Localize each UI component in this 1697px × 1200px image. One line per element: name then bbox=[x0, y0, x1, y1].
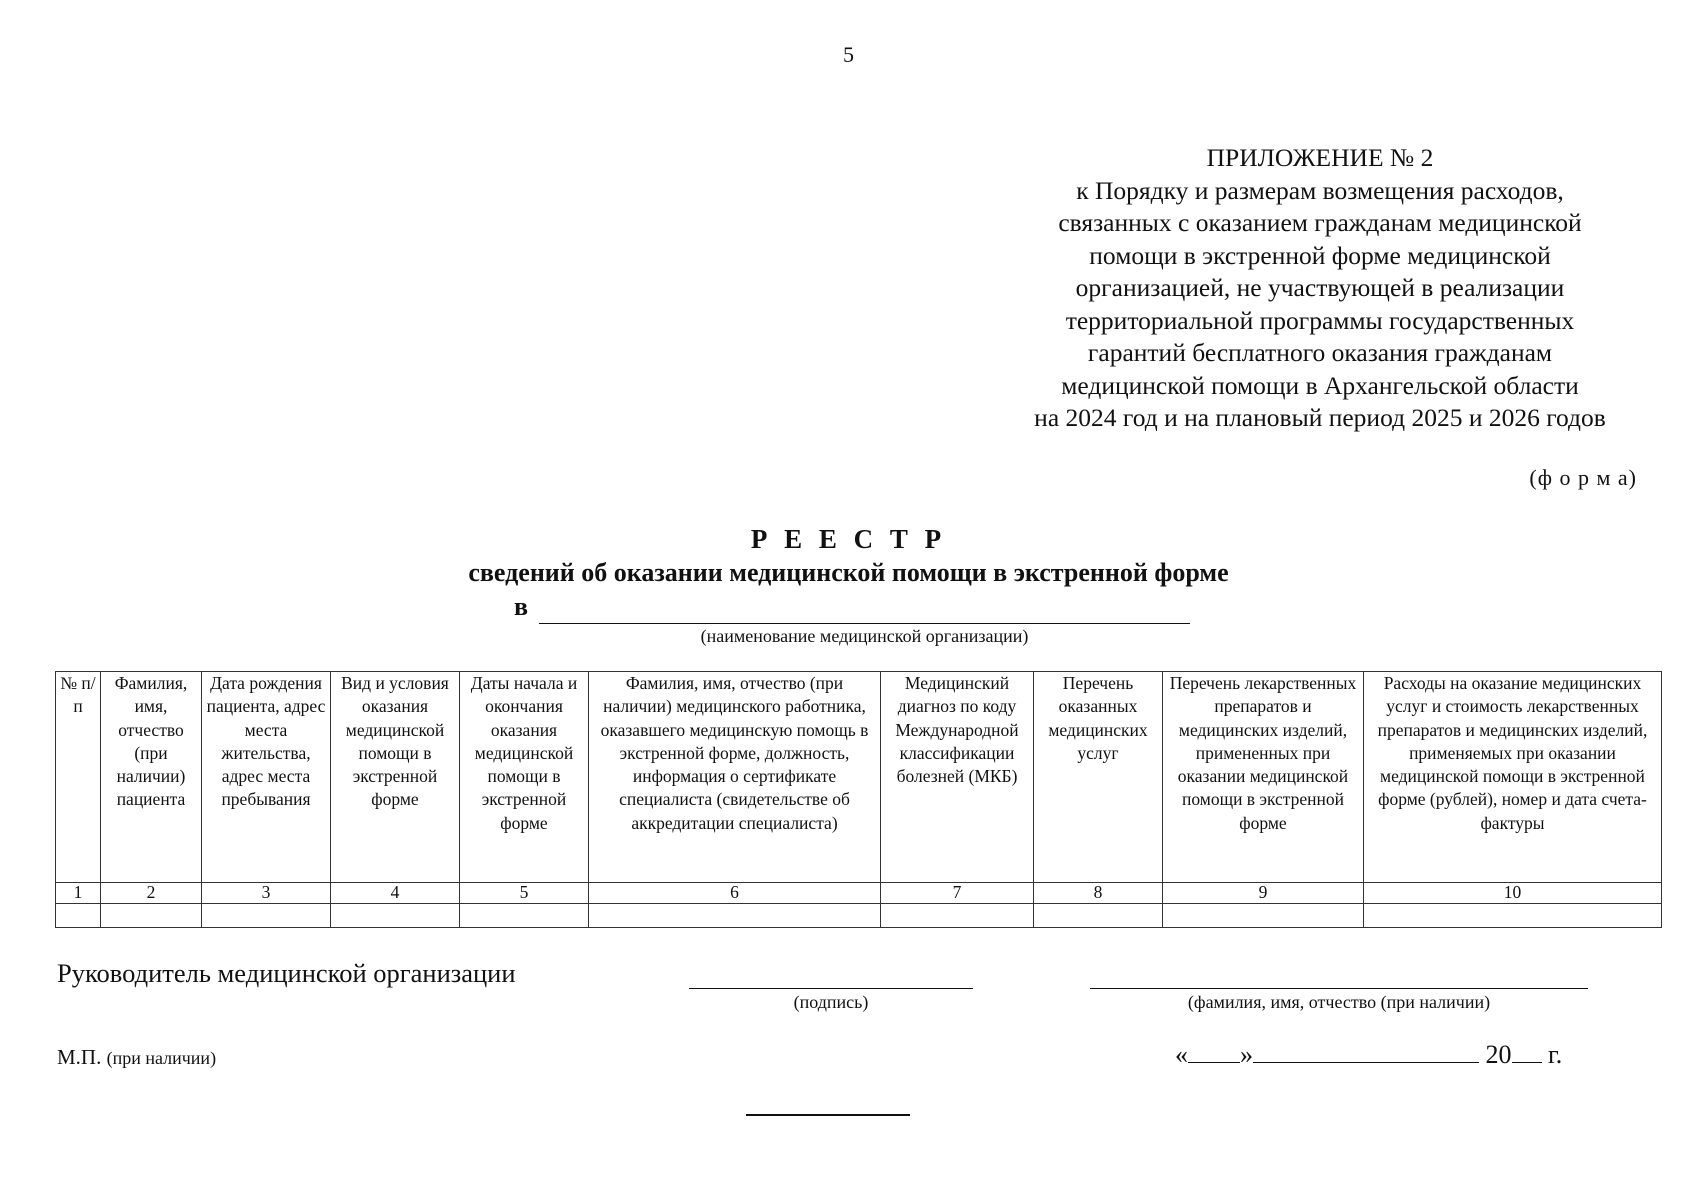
registry-title: Р Е Е С Т Р bbox=[750, 524, 947, 554]
column-header: Даты начала и окончания оказания медицинской помощи в экстренной форме bbox=[460, 672, 589, 883]
appendix-line: помощи в экстренной форме медицинской bbox=[1089, 240, 1551, 270]
appendix-block bbox=[985, 142, 1655, 435]
appendix-title: ПРИЛОЖЕНИЕ № 2 bbox=[1206, 143, 1434, 172]
column-header: Медицинский диагноз по коду Международной классификации болезней (МКБ) bbox=[881, 672, 1034, 883]
table-header-row bbox=[56, 672, 1662, 883]
table-cell bbox=[1163, 904, 1364, 928]
column-header: Вид и условия оказания медицинской помощи в экстренной форме bbox=[331, 672, 460, 883]
table-cell bbox=[101, 904, 202, 928]
stamp-note: (при наличии) bbox=[106, 1048, 217, 1068]
org-prefix: в bbox=[514, 592, 529, 621]
table-row bbox=[56, 904, 1662, 928]
signature-blank-line bbox=[689, 988, 973, 989]
column-header: Дата рождения пациента, адрес места жительства, адрес места пребывания bbox=[202, 672, 331, 883]
column-number: 5 bbox=[460, 883, 589, 904]
column-header: Фамилия, имя, отчество (при наличии) пациента bbox=[101, 672, 202, 883]
column-number: 8 bbox=[1034, 883, 1163, 904]
table-cell bbox=[1034, 904, 1163, 928]
registry-table bbox=[55, 671, 1662, 928]
year-prefix: 20 bbox=[1485, 1040, 1512, 1069]
form-label: (ф о р м а) bbox=[1529, 465, 1637, 490]
org-name-blank-line bbox=[539, 623, 1190, 624]
column-number: 1 bbox=[56, 883, 101, 904]
appendix-line: территориальной программы государственных bbox=[1065, 305, 1575, 335]
column-header: Фамилия, имя, отчество (при наличии) медицинского работника, оказавшего медицинскую помощь в экстренной форме, должность, информация о сертификате специалиста (свидетельстве об аккредитации специалиста) bbox=[589, 672, 881, 883]
stamp-label bbox=[57, 1045, 216, 1070]
date-open-quote: « bbox=[1175, 1040, 1188, 1069]
stamp-abbreviation: М.П. bbox=[57, 1045, 102, 1069]
appendix-line: гарантий бесплатного оказания гражданам bbox=[1087, 338, 1553, 367]
table-cell bbox=[460, 904, 589, 928]
registry-subtitle: сведений об оказании медицинской помощи в экстренной форме bbox=[468, 558, 1229, 587]
column-number: 10 bbox=[1364, 883, 1662, 904]
table-cell bbox=[881, 904, 1034, 928]
column-number: 4 bbox=[331, 883, 460, 904]
appendix-line: к Порядку и размерам возмещения расходов, bbox=[1076, 175, 1564, 205]
appendix-line: на 2024 год и на плановый период 2025 и 2026 годов bbox=[1034, 403, 1606, 432]
table-cell bbox=[331, 904, 460, 928]
date-close-quote: » bbox=[1240, 1040, 1253, 1069]
day-blank bbox=[1188, 1040, 1240, 1063]
table-cell bbox=[589, 904, 881, 928]
appendix-line: связанных с оказанием гражданам медицинской bbox=[1058, 208, 1582, 237]
year-suffix: г. bbox=[1548, 1040, 1563, 1069]
table-cell bbox=[202, 904, 331, 928]
bottom-divider bbox=[746, 1114, 910, 1116]
column-number: 9 bbox=[1163, 883, 1364, 904]
month-blank bbox=[1253, 1040, 1479, 1063]
table-cell bbox=[56, 904, 101, 928]
column-header: Перечень лекарственных препаратов и медицинских изделий, примененных при оказании медицинской помощи в экстренной форме bbox=[1163, 672, 1364, 883]
column-header: Расходы на оказание медицинских услуг и стоимость лекарственных препаратов и медицинских изделий, применяемых при оказании медицинской помощи в экстренной форме (рублей), номер и дата счета-фактуры bbox=[1364, 672, 1662, 883]
page-number: 5 bbox=[843, 42, 854, 67]
org-name-caption: (наименование медицинской организации) bbox=[700, 626, 1029, 646]
column-number-row bbox=[56, 883, 1662, 904]
column-number: 7 bbox=[881, 883, 1034, 904]
year-blank bbox=[1512, 1040, 1542, 1063]
column-header: Перечень оказанных медицинских услуг bbox=[1034, 672, 1163, 883]
column-number: 2 bbox=[101, 883, 202, 904]
full-name-caption: (фамилия, имя, отчество (при наличии) bbox=[1187, 992, 1491, 1012]
column-header: № п/п bbox=[56, 672, 101, 883]
signature-caption: (подпись) bbox=[793, 992, 869, 1012]
column-number: 6 bbox=[589, 883, 881, 904]
full-name-blank-line bbox=[1090, 988, 1588, 989]
column-number: 3 bbox=[202, 883, 331, 904]
appendix-line: медицинской помощи в Архангельской области bbox=[1061, 370, 1579, 400]
table-cell bbox=[1364, 904, 1662, 928]
head-of-organization-label: Руководитель медицинской организации bbox=[57, 958, 516, 988]
appendix-line: организацией, не участвующей в реализации bbox=[1075, 273, 1565, 302]
date-block bbox=[1175, 1040, 1562, 1070]
